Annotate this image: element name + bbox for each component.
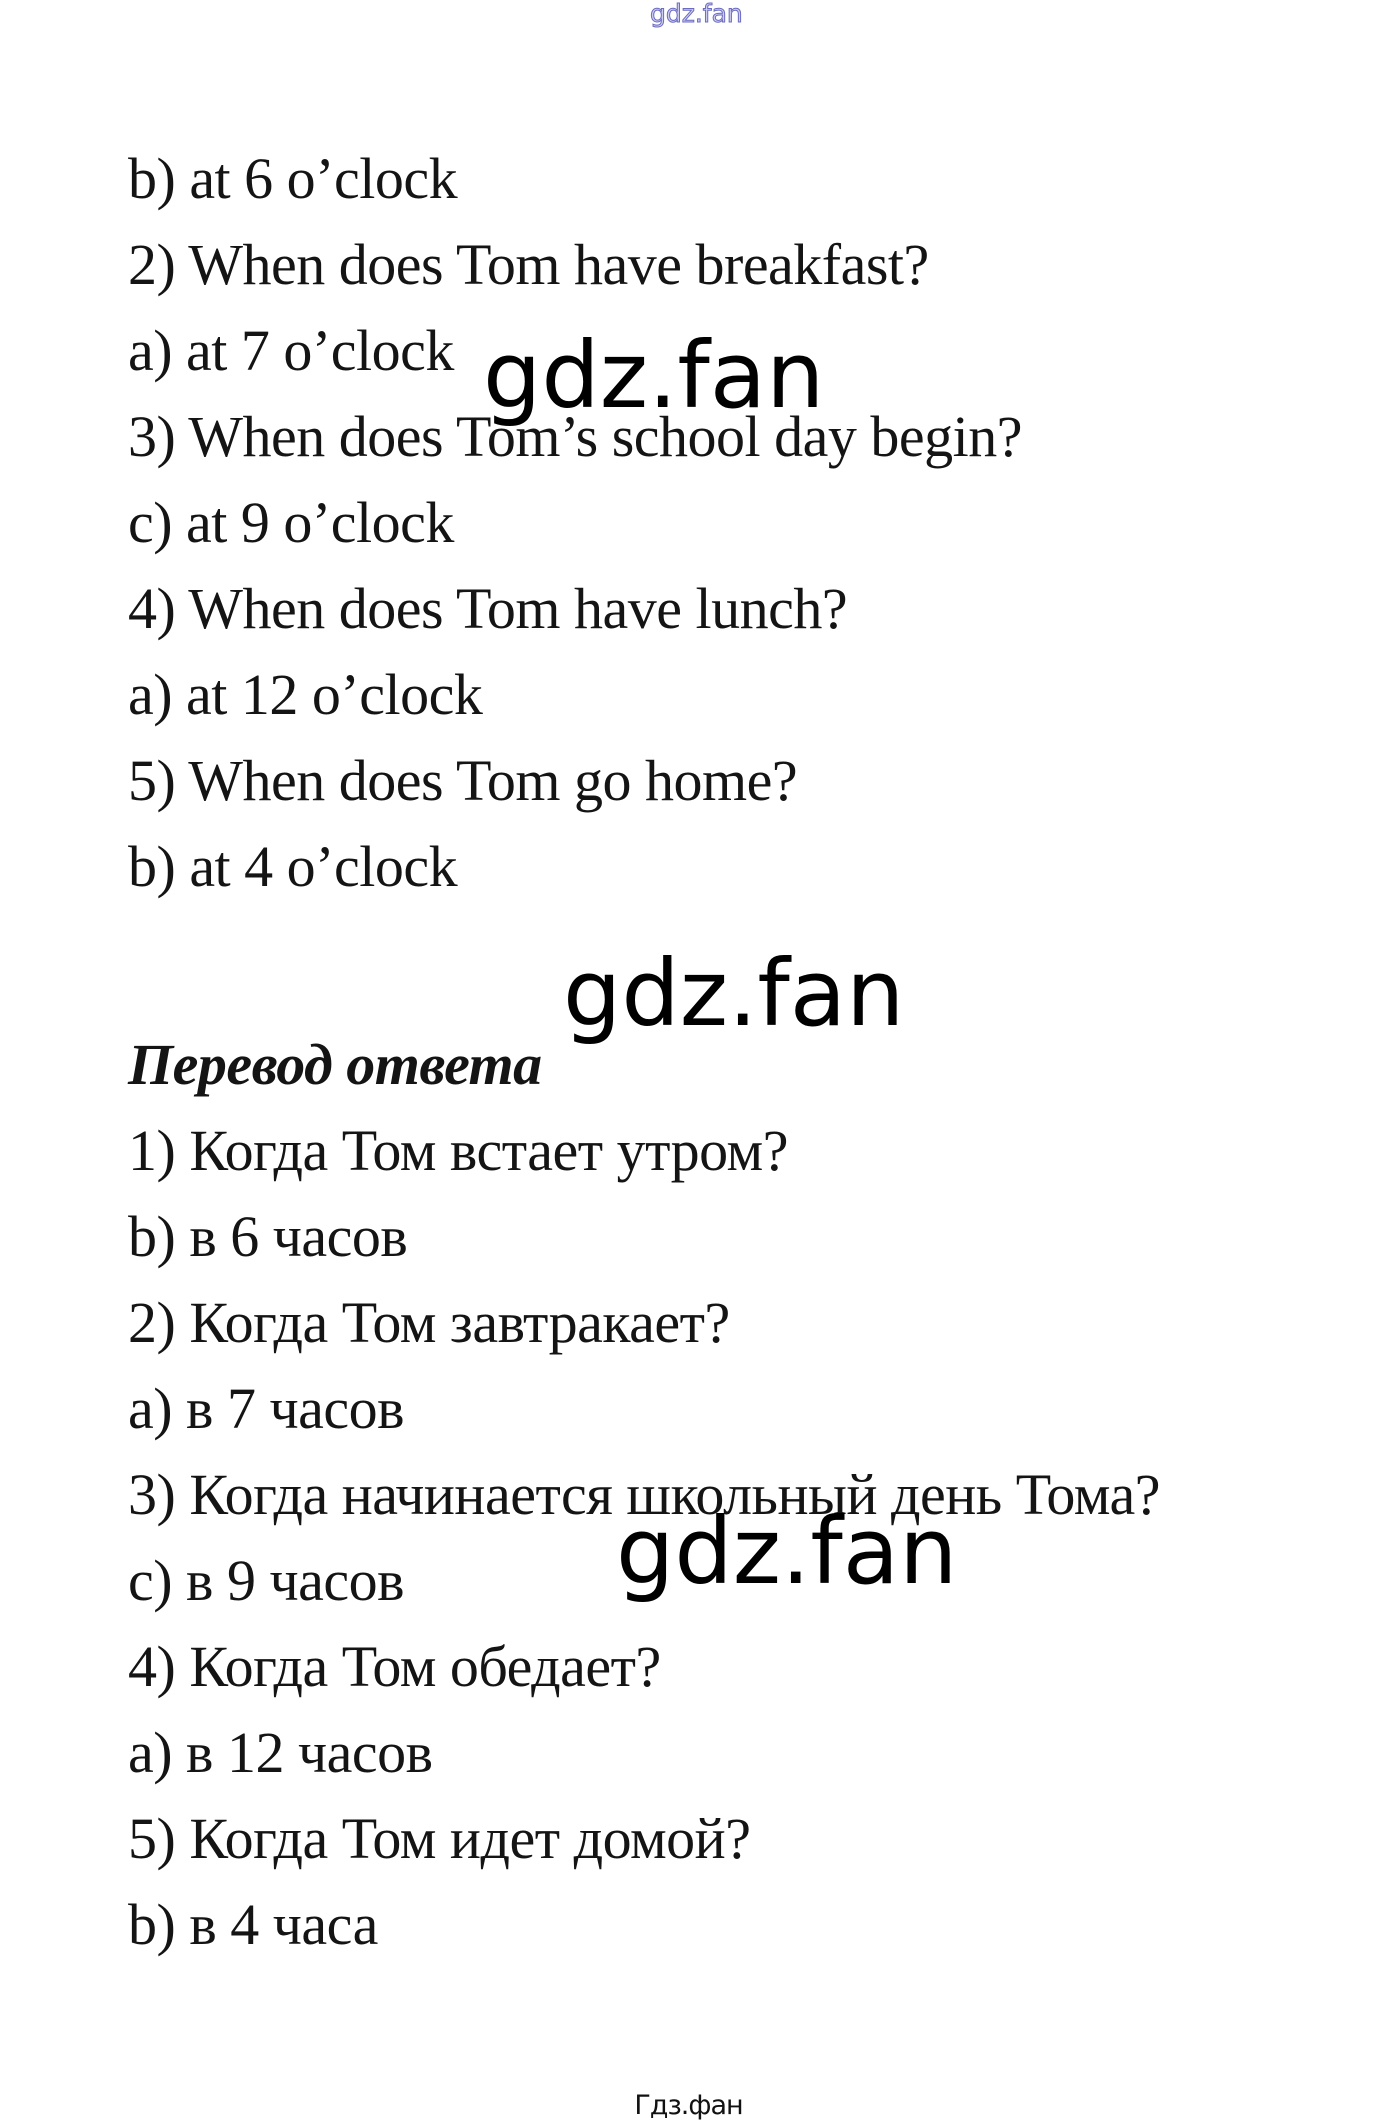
answer-line-en: 5) When does Tom go home? bbox=[128, 748, 798, 813]
answer-line-ru: b) в 4 часа bbox=[128, 1892, 378, 1957]
gdz-fan-watermark-middle: gdz.fan bbox=[563, 940, 905, 1047]
answer-line-en: a) at 12 o’clock bbox=[128, 662, 483, 727]
gdz-fan-watermark-inline-2: gdz.fan bbox=[616, 1498, 958, 1605]
answer-line-ru: a) в 12 часов bbox=[128, 1720, 433, 1785]
answer-line-ru: 3) Когда начинается школьный день Тома? bbox=[128, 1462, 1161, 1527]
russian-translation-block bbox=[128, 1022, 1160, 1968]
answer-line-en: 2) When does Tom have breakfast? bbox=[128, 232, 929, 297]
gdz-fan-watermark-top: gdz.fan bbox=[650, 0, 743, 28]
answer-line-en: b) at 4 o’clock bbox=[128, 834, 458, 899]
gdz-fan-watermark-inline-1: gdz.fan bbox=[483, 322, 825, 429]
answer-line-en: b) at 6 o’clock bbox=[128, 146, 458, 211]
answer-line-en: c) at 9 o’clock bbox=[128, 490, 454, 555]
answer-line-ru: a) в 7 часов bbox=[128, 1376, 404, 1441]
answer-line-ru: b) в 6 часов bbox=[128, 1204, 408, 1269]
site-footer-label: Гдз.фан bbox=[634, 2090, 743, 2121]
answer-line-ru: 4) Когда Том обедает? bbox=[128, 1634, 661, 1699]
answer-line-ru: 5) Когда Том идет домой? bbox=[128, 1806, 751, 1871]
answer-line-ru: 2) Когда Том завтракает? bbox=[128, 1290, 730, 1355]
answer-line-en: 4) When does Tom have lunch? bbox=[128, 576, 848, 641]
answer-line-en: a) at 7 o’clock bbox=[128, 318, 454, 383]
english-answers-block bbox=[128, 136, 1022, 910]
answer-line-ru: 1) Когда Том встает утром? bbox=[128, 1118, 789, 1183]
answer-line-en: 3) When does Tom’s school day begin? bbox=[128, 404, 1022, 469]
answer-line-ru: c) в 9 часов bbox=[128, 1548, 404, 1613]
translation-heading: Перевод ответа bbox=[128, 1032, 542, 1097]
